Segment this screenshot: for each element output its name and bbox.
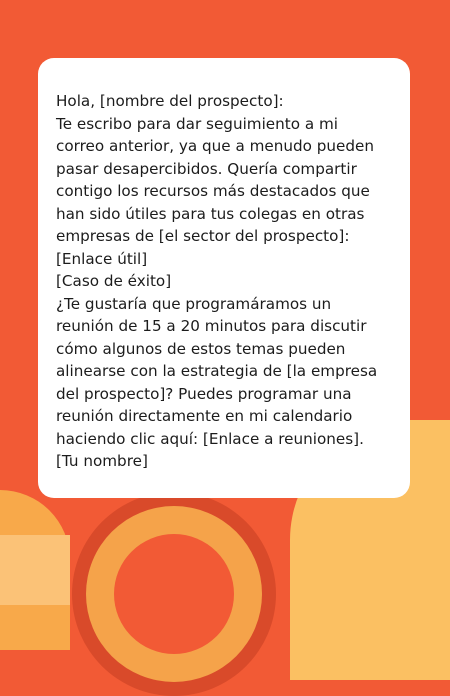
message-card	[38, 58, 410, 498]
greeting-line: Hola, [nombre del prospecto]:	[56, 92, 284, 110]
signature-placeholder: [Tu nombre]	[56, 452, 148, 470]
success-case-placeholder: [Caso de éxito]	[56, 272, 172, 290]
message-line: del prospecto]? Puedes programar una	[56, 384, 352, 403]
useful-link-placeholder: [Enlace útil]	[56, 249, 148, 268]
message-line: correo anterior, ya que a menudo pueden	[56, 137, 374, 155]
decorative-block-left	[0, 535, 70, 605]
message-line: reunión de 15 a 20 minutos para discutir	[56, 317, 367, 335]
message-line: cómo algunos de estos temas pueden	[56, 339, 346, 358]
decorative-ring-inner	[114, 534, 234, 654]
message-line: contigo los recursos más destacados que	[56, 182, 370, 200]
message-line: reunión directamente en mi calendario	[56, 407, 353, 425]
message-line: han sido útiles para tus colegas en otras	[56, 204, 365, 223]
message-line: empresas de [el sector del prospecto]:	[56, 227, 350, 245]
message-line: alinearse con la estrategia de [la empresa	[56, 362, 378, 380]
message-line: pasar desapercibidos. Quería compartir	[56, 159, 357, 178]
message-line: ¿Te gustaría que programáramos un	[56, 294, 332, 313]
message-line: Te escribo para dar seguimiento a mi	[56, 114, 338, 133]
message-line: haciendo clic aquí: [Enlace a reuniones].	[56, 429, 364, 448]
